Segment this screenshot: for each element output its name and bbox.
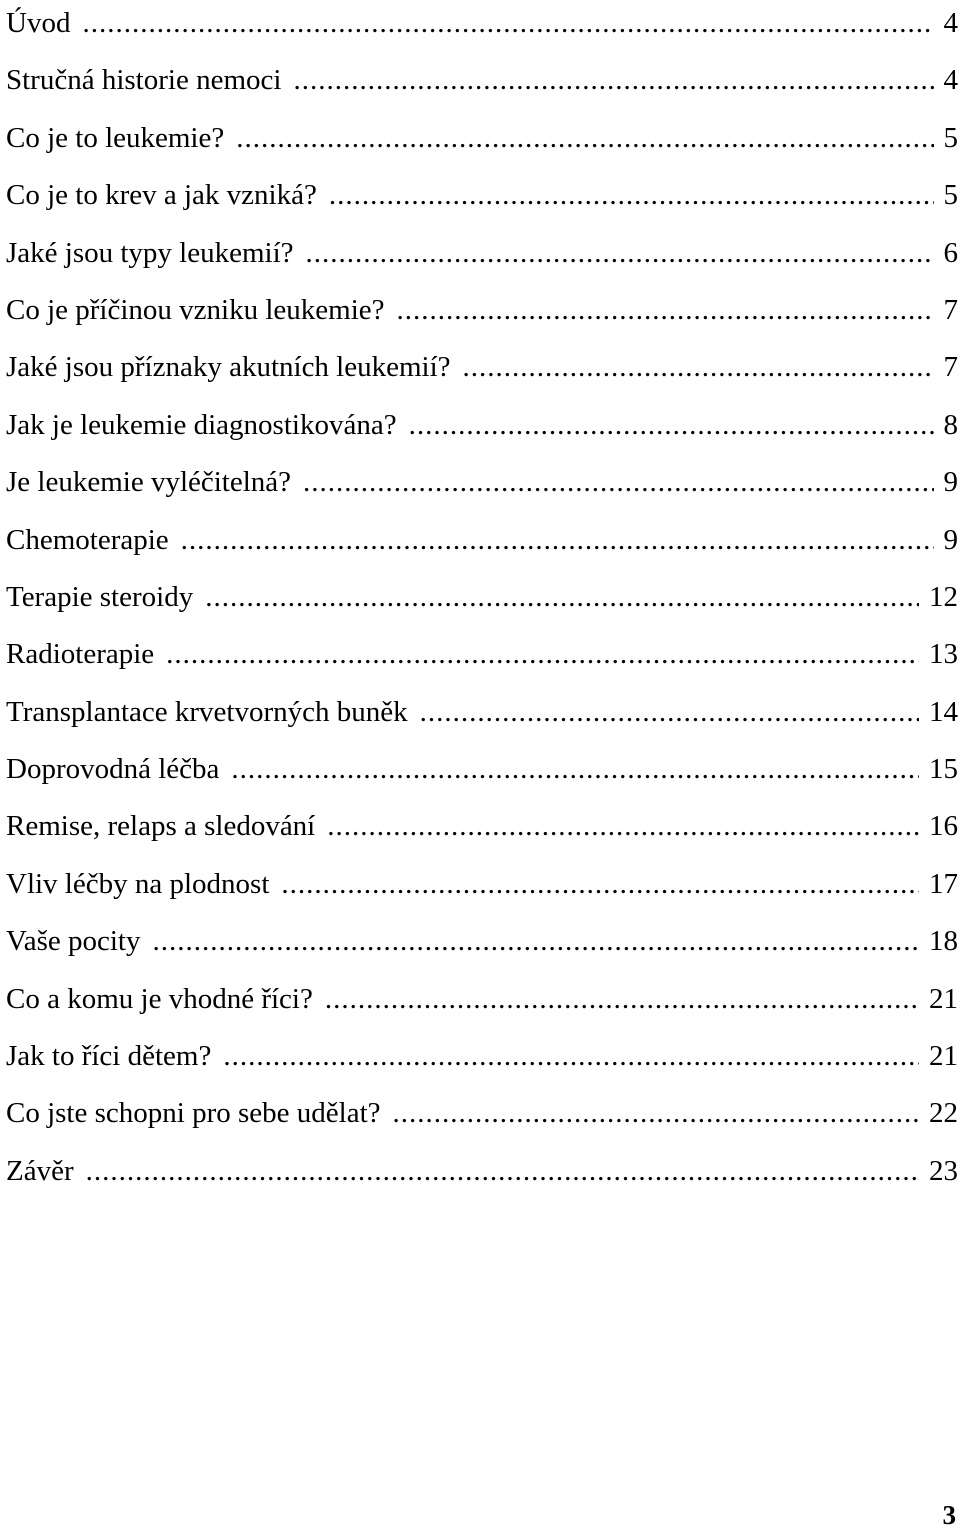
toc-entry[interactable]: [6, 0, 960, 57]
toc-dot-leader: [86, 1157, 919, 1186]
toc-entry[interactable]: [6, 976, 960, 1033]
toc-entry-title: Remise, relaps a sledování: [6, 810, 316, 843]
table-of-contents: [6, 0, 960, 1205]
toc-entry-title: Je leukemie vyléčitelná?: [6, 466, 292, 499]
toc-dot-leader: [236, 124, 933, 153]
toc-dot-leader: [325, 985, 919, 1014]
toc-entry-page: 5: [943, 179, 958, 212]
toc-entry-title: Co je to leukemie?: [6, 121, 225, 154]
toc-entry-page: 15: [929, 753, 958, 786]
toc-entry-title: Jaké jsou příznaky akutních leukemií?: [6, 351, 451, 384]
toc-entry-page: 13: [929, 638, 958, 671]
toc-entry[interactable]: [6, 689, 960, 746]
toc-dot-leader: [205, 583, 919, 612]
toc-entry-title: Terapie steroidy: [6, 580, 194, 613]
toc-dot-leader: [420, 698, 919, 727]
page-number: 3: [942, 1500, 956, 1530]
toc-dot-leader: [397, 296, 934, 325]
toc-entry-page: 5: [943, 121, 958, 154]
toc-entry-page: 7: [943, 293, 958, 326]
toc-entry-page: 18: [929, 925, 958, 958]
toc-dot-leader: [303, 468, 933, 497]
toc-entry[interactable]: [6, 803, 960, 860]
toc-entry[interactable]: [6, 172, 960, 229]
toc-entry[interactable]: [6, 517, 960, 574]
toc-entry-title: Co je to krev a jak vzniká?: [6, 179, 317, 212]
toc-entry-page: 22: [929, 1097, 958, 1130]
toc-dot-leader: [231, 755, 919, 784]
toc-dot-leader: [409, 411, 934, 440]
toc-dot-leader: [293, 66, 933, 95]
toc-entry-page: 9: [943, 523, 958, 556]
toc-entry-title: Závěr: [6, 1154, 74, 1187]
toc-entry-title: Vliv léčby na plodnost: [6, 867, 270, 900]
toc-entry-title: Jaké jsou typy leukemií?: [6, 236, 294, 269]
toc-entry-title: Jak to říci dětem?: [6, 1040, 212, 1073]
toc-dot-leader: [281, 870, 919, 899]
toc-entry-page: 21: [929, 982, 958, 1015]
toc-entry-page: 9: [943, 466, 958, 499]
toc-entry-title: Co a komu je vhodné říci?: [6, 982, 313, 1015]
toc-entry-title: Co jste schopni pro sebe udělat?: [6, 1097, 381, 1130]
toc-entry[interactable]: [6, 631, 960, 688]
toc-entry-page: 4: [943, 64, 958, 97]
toc-dot-leader: [463, 353, 934, 382]
toc-entry-title: Transplantace krvetvorných buněk: [6, 695, 408, 728]
toc-entry[interactable]: [6, 344, 960, 401]
toc-entry-page: 21: [929, 1040, 958, 1073]
toc-dot-leader: [223, 1042, 919, 1071]
toc-dot-leader: [166, 640, 919, 669]
toc-entry-page: 14: [929, 695, 958, 728]
toc-entry[interactable]: [6, 230, 960, 287]
toc-dot-leader: [393, 1099, 920, 1128]
toc-entry[interactable]: [6, 1148, 960, 1205]
toc-entry[interactable]: [6, 57, 960, 114]
toc-entry-page: 12: [929, 580, 958, 613]
toc-entry[interactable]: [6, 861, 960, 918]
toc-dot-leader: [82, 9, 933, 38]
toc-entry[interactable]: [6, 402, 960, 459]
toc-entry[interactable]: [6, 287, 960, 344]
toc-entry-page: 7: [943, 351, 958, 384]
toc-entry-title: Jak je leukemie diagnostikována?: [6, 408, 397, 441]
toc-dot-leader: [306, 239, 934, 268]
toc-entry-title: Stručná historie nemoci: [6, 64, 282, 97]
toc-entry-page: 16: [929, 810, 958, 843]
toc-entry-page: 23: [929, 1154, 958, 1187]
toc-dot-leader: [153, 927, 920, 956]
toc-entry-title: Úvod: [6, 7, 71, 39]
toc-entry-title: Doprovodná léčba: [6, 753, 220, 786]
toc-dot-leader: [329, 181, 934, 210]
toc-entry-title: Chemoterapie: [6, 523, 169, 556]
toc-entry[interactable]: [6, 746, 960, 803]
toc-entry-title: Vaše pocity: [6, 925, 141, 958]
toc-entry[interactable]: [6, 115, 960, 172]
toc-entry-page: 8: [943, 408, 958, 441]
toc-entry-title: Radioterapie: [6, 638, 155, 671]
toc-entry[interactable]: [6, 1090, 960, 1147]
toc-entry[interactable]: [6, 459, 960, 516]
toc-entry[interactable]: [6, 918, 960, 975]
toc-entry-title: Co je příčinou vzniku leukemie?: [6, 293, 385, 326]
toc-entry-page: 17: [929, 867, 958, 900]
toc-dot-leader: [181, 526, 934, 555]
toc-dot-leader: [327, 812, 919, 841]
toc-entry-page: 4: [943, 7, 958, 39]
toc-entry-page: 6: [943, 236, 958, 269]
toc-entry[interactable]: [6, 574, 960, 631]
toc-entry[interactable]: [6, 1033, 960, 1090]
